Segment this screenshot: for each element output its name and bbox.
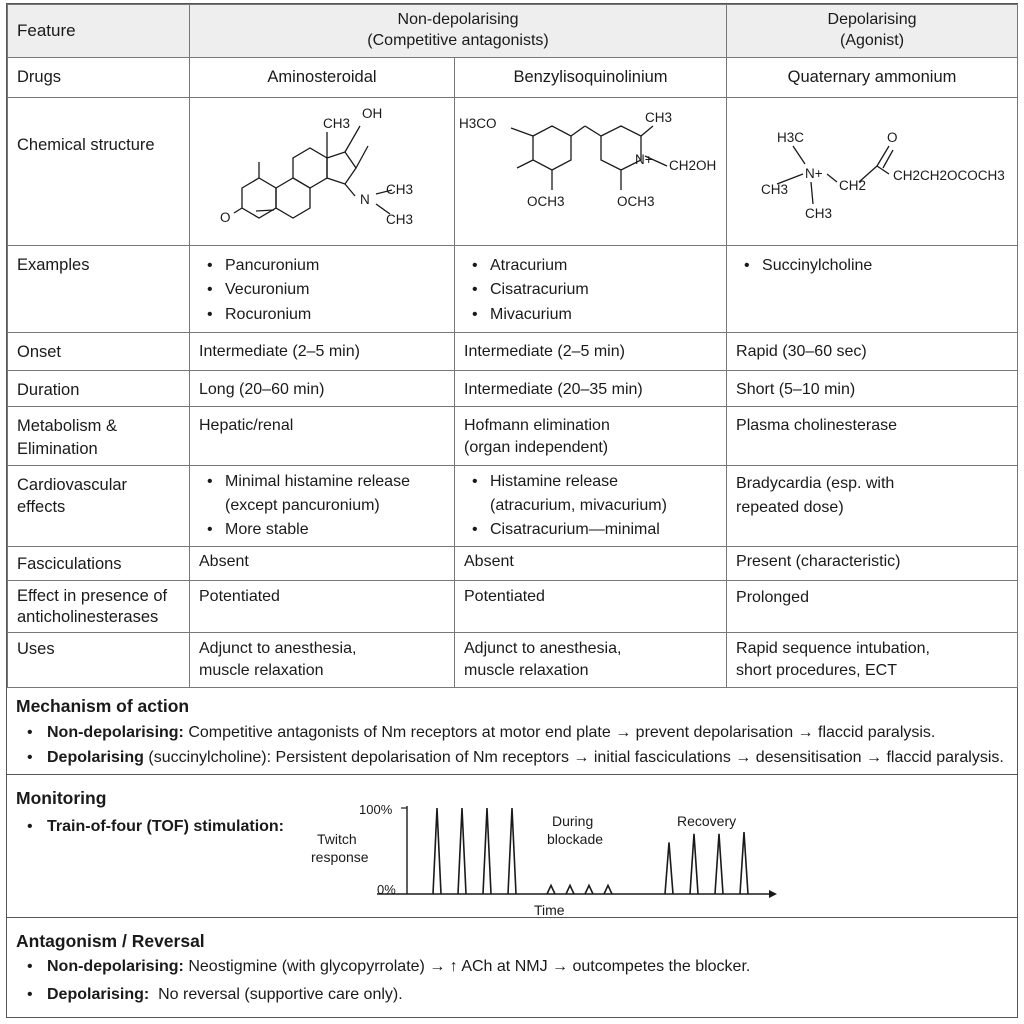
aminosteroid-fasciculations: Absent (190, 547, 455, 581)
benzyl-cardio-b1: Histamine release (490, 472, 619, 490)
benzyl-uses (455, 632, 727, 687)
benzyl-metabolism-line2: (organ independent) (464, 439, 609, 457)
feature-header: Feature (8, 5, 190, 58)
header-row (8, 5, 1018, 58)
quaternary-ammonium-label: Quaternary ammonium (727, 58, 1018, 98)
dep-cardio-line1: Bradycardia (esp. with (736, 474, 895, 492)
list-item: • Pancuronium (207, 254, 445, 278)
dep-anticholinesterase: Prolonged (727, 581, 1018, 632)
cardiovascular-row (8, 465, 1018, 547)
benzyl-uses-line2: muscle relaxation (464, 662, 589, 680)
benzyl-cardio-b1-cont: (atracurium, mivacurium) (490, 496, 667, 514)
antagonism-section: Antagonism / Reversal • Non-depolarising: Neostigmine (with glycopyrrolate) → ↑ ACh at NMJ → outcompetes the blocker. • Depolarising: No reversal (supportive care only). (16, 931, 751, 1003)
examples-label: Examples (8, 246, 190, 333)
amino-nch3-bottom-label: CH3 (386, 212, 414, 227)
benzyl-examples-list (464, 254, 717, 327)
tof-annotation-recovery: Recovery (677, 813, 737, 829)
amino-oh-label: OH (362, 106, 383, 121)
aminosteroid-metabolism: Hepatic/renal (190, 407, 455, 466)
dep-onset: Rapid (30–60 sec) (727, 333, 1018, 371)
tof-y-label-line2: response (311, 849, 369, 865)
amino-cardio-b1: Minimal histamine release (225, 472, 410, 490)
cardiovascular-label-line1: Cardiovascular (17, 475, 128, 494)
dep-uses-line1: Rapid sequence intubation, (736, 639, 930, 657)
tof-baseline-twitch (458, 808, 466, 894)
aminosteroid-structure-cell (190, 98, 455, 246)
list-item: • More stable (207, 518, 445, 542)
benzylisoquinolinium-structure-cell (455, 98, 727, 246)
list-item: • Cisatracurium—minimal (472, 518, 717, 542)
dep-cardio-line2: repeated dose) (736, 498, 844, 516)
antagonism-item2-bold: Depolarising: (47, 986, 150, 1003)
tof-recovery-twitch (690, 834, 698, 894)
benzyl-nplus-label: N+ (635, 152, 653, 167)
benzyl-och3-left-label: OCH3 (527, 194, 565, 209)
dep-subtitle: (Agonist) (840, 32, 905, 49)
tof-recovery-twitch (665, 842, 673, 894)
aminosteroid-structure-icon (190, 98, 452, 244)
benzyl-anticholinesterase: Potentiated (455, 581, 727, 632)
list-item (472, 470, 717, 519)
cardiovascular-label-line2: effects (17, 498, 66, 517)
dep-uses-line2: short procedures, ECT (736, 662, 897, 680)
structure-row (8, 98, 1018, 246)
amino-uses-line2: muscle relaxation (199, 662, 324, 680)
mechanism-item2-text: (succinylcholine): Persistent depolarisation of Nm receptors → initial fasciculations → desensitisation → flaccid paralysis. (148, 749, 1004, 766)
comparison-table (7, 4, 1018, 688)
antagonism-title: Antagonism / Reversal (16, 931, 205, 951)
antagonism-item2-text: No reversal (supportive care only). (158, 986, 403, 1003)
benzyl-cardio-list (464, 470, 717, 543)
nondep-subtitle: (Competitive antagonists) (367, 32, 549, 49)
antagonism-item1-text: Neostigmine (with glycopyrrolate) → ↑ ACh at NMJ → outcompetes the blocker. (188, 958, 751, 975)
anticholinesterase-label-line1: Effect in presence of (17, 587, 168, 606)
aminosteroid-examples-list (199, 254, 445, 327)
tof-y-label-line1: Twitch (317, 831, 357, 847)
benzylisoquinolinium-structure-icon (455, 98, 724, 244)
aminosteroid-duration: Long (20–60 min) (190, 371, 455, 407)
drugs-label: Drugs (8, 58, 190, 98)
dep-uses (727, 632, 1018, 687)
aminosteroid-uses (190, 632, 455, 687)
uses-label: Uses (8, 632, 190, 687)
tof-blockade-twitch (566, 885, 574, 894)
mechanism-section: Mechanism of action • Non-depolarising: Competitive antagonists of Nm receptors at motor end plate → prevent depolarisation → flaccid paralysis. • Depolarising (succinylcholine): Persistent depolarisation of Nm receptors → initial fasciculations → desensitisation → flaccid paralysis. (7, 682, 1017, 775)
metabolism-label (8, 407, 190, 466)
onset-label: Onset (8, 333, 190, 371)
pharmacology-summary-sheet (6, 3, 1018, 1018)
benzyl-onset: Intermediate (2–5 min) (455, 333, 727, 371)
tof-chart (297, 798, 777, 916)
amino-ch3-label: CH3 (323, 116, 351, 131)
mechanism-item1-bold: Non-depolarising: (47, 724, 184, 741)
quat-tail-label: CH2CH2OCOCH3 (893, 168, 1005, 183)
tof-blockade-twitch (547, 885, 555, 894)
amino-n-label: N (360, 192, 370, 207)
benzyl-och3-right-label: OCH3 (617, 194, 655, 209)
anticholinesterase-label (8, 581, 190, 632)
aminosteroid-cardio-cell (190, 465, 455, 547)
monitoring-section: Monitoring • Train-of-four (TOF) stimulation: Twitch response 100% 0% During blockade Recovery Time (7, 776, 1017, 918)
uses-row (8, 632, 1018, 687)
mechanism-item2-bold: Depolarising (47, 749, 144, 766)
metabolism-label-line2: Elimination (17, 439, 98, 458)
dep-fasciculations: Present (characteristic) (727, 547, 1018, 581)
benzyl-ch3-label: CH3 (645, 110, 673, 125)
tof-recovery-twitch (715, 834, 723, 894)
list-item: • Vecuronium (207, 278, 445, 302)
list-item: • Succinylcholine (744, 254, 1008, 278)
aminosteroid-cardio-list (199, 470, 445, 543)
aminosteroid-onset: Intermediate (2–5 min) (190, 333, 455, 371)
mechanism-title: Mechanism of action (16, 696, 190, 716)
drugs-row (8, 58, 1018, 98)
duration-row (8, 371, 1018, 407)
list-item: • Rocuronium (207, 303, 445, 327)
quat-h3c-top-label: H3C (777, 130, 805, 145)
benzyl-ch2oh-label: CH2OH (669, 158, 717, 173)
list-item: • Atracurium (472, 254, 717, 278)
tof-x-label: Time (534, 902, 565, 916)
structure-label: Chemical structure (8, 98, 190, 246)
quat-ch3-bottom-label: CH3 (805, 206, 833, 221)
anticholinesterase-row (8, 581, 1018, 632)
tof-y-top-tick: 100% (359, 802, 393, 817)
monitoring-title: Monitoring (16, 788, 107, 808)
amino-nch3-top-label: CH3 (386, 182, 414, 197)
tof-recovery-twitch (740, 832, 748, 894)
benzyl-cardio-cell (455, 465, 727, 547)
list-item (207, 470, 445, 519)
tof-annotation-blockade-line1: During (552, 813, 594, 829)
tof-baseline-twitch (483, 808, 491, 894)
cardiovascular-label (8, 465, 190, 547)
nondepolarising-header (190, 5, 727, 58)
benzyl-metabolism-line1: Hofmann elimination (464, 417, 610, 434)
fasciculations-label: Fasciculations (8, 547, 190, 581)
amino-o-label: O (220, 210, 231, 225)
metabolism-row (8, 407, 1018, 466)
mechanism-item1-text: Competitive antagonists of Nm receptors at motor end plate → prevent depolarisation → flaccid paralysis. (188, 724, 936, 741)
dep-examples-list (736, 254, 1008, 278)
fasciculations-row (8, 547, 1018, 581)
dep-examples-cell (727, 246, 1018, 333)
benzyl-fasciculations: Absent (455, 547, 727, 581)
nondep-title: Non-depolarising (397, 11, 519, 29)
amino-cardio-b1-cont: (except pancuronium) (225, 496, 380, 514)
onset-row (8, 333, 1018, 371)
dep-metabolism: Plasma cholinesterase (727, 407, 1018, 466)
quat-o-label: O (887, 130, 898, 145)
quat-nplus-label: N+ (805, 166, 823, 181)
tof-annotation-blockade-line2: blockade (547, 831, 604, 847)
benzyl-duration: Intermediate (20–35 min) (455, 371, 727, 407)
antagonism-item1-bold: Non-depolarising: (47, 958, 184, 975)
list-item: • Cisatracurium (472, 278, 717, 302)
benzyl-examples-cell (455, 246, 727, 333)
duration-label: Duration (8, 371, 190, 407)
dep-title: Depolarising (827, 11, 917, 29)
tof-baseline-twitch (508, 808, 516, 894)
anticholinesterase-label-line2: anticholinesterases (17, 608, 159, 627)
aminosteroidal-label: Aminosteroidal (190, 58, 455, 98)
aminosteroid-anticholinesterase: Potentiated (190, 581, 455, 632)
examples-row (8, 246, 1018, 333)
tof-x-axis-arrow-icon (769, 890, 777, 898)
tof-baseline-twitch (433, 808, 441, 894)
quat-ch2-label: CH2 (839, 178, 867, 193)
dep-duration: Short (5–10 min) (727, 371, 1018, 407)
quaternary-ammonium-structure-cell (727, 98, 1018, 246)
quaternary-ammonium-structure-icon (727, 98, 1016, 244)
metabolism-label-line1: Metabolism & (17, 417, 117, 435)
tof-blockade-twitch (604, 885, 612, 894)
benzyl-h3co-label: H3CO (459, 116, 497, 131)
benzyl-uses-line1: Adjunct to anesthesia, (464, 639, 622, 657)
dep-cardio-cell (727, 465, 1018, 547)
tof-blockade-twitch (585, 885, 593, 894)
aminosteroid-examples-cell (190, 246, 455, 333)
depolarising-header (727, 5, 1018, 58)
benzylisoquinolinium-label: Benzylisoquinolinium (455, 58, 727, 98)
list-item: • Mivacurium (472, 303, 717, 327)
tof-y-bottom-tick: 0% (377, 882, 396, 897)
amino-uses-line1: Adjunct to anesthesia, (199, 639, 357, 657)
quat-ch3-left-label: CH3 (761, 182, 789, 197)
monitoring-item-bold: Train-of-four (TOF) stimulation: (47, 818, 285, 835)
benzyl-metabolism (455, 407, 727, 466)
